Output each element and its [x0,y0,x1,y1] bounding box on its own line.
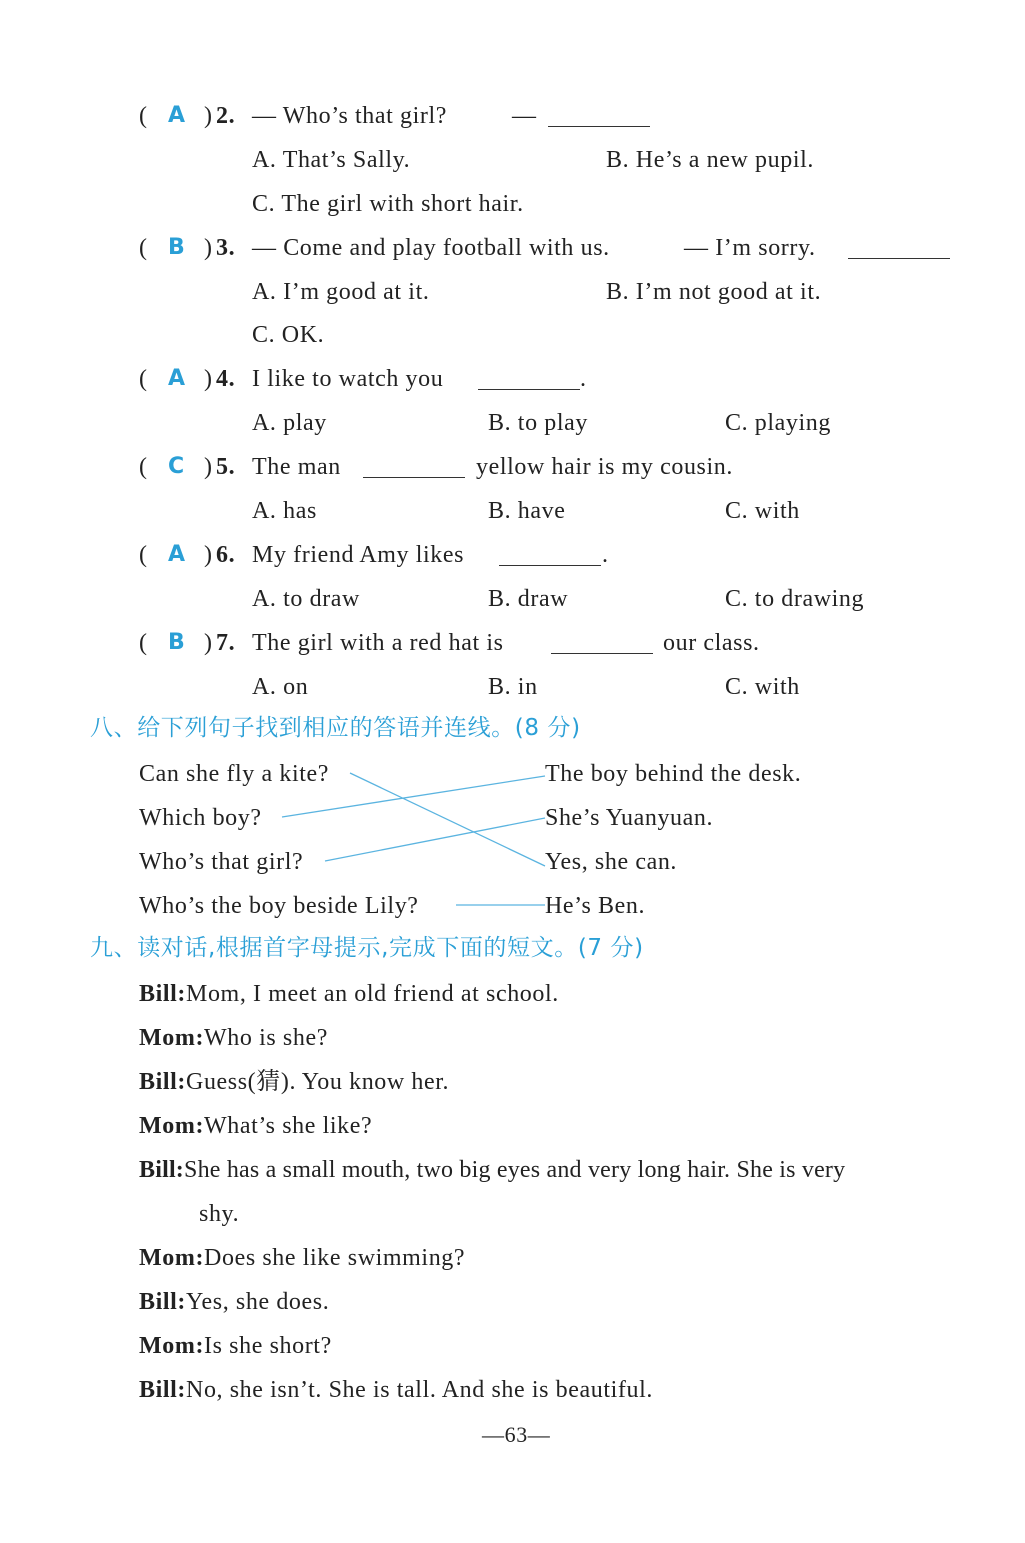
dialogue-speaker: Mom: [139,1025,205,1051]
question-reply: — I’m sorry. [684,235,816,261]
question-number: 4. [216,366,236,392]
page-number: —63— [482,1422,551,1447]
answer-letter: A [168,542,186,567]
dialogue-speaker: Bill: [139,1377,187,1403]
question-stem-end: . [602,542,609,568]
option-b: B. I’m not good at it. [606,279,822,305]
option-c: C. OK. [252,322,325,348]
option-a: A. on [252,674,309,700]
match-right-item: She’s Yuanyuan. [545,805,714,831]
question-stem-end: our class. [663,630,760,656]
answer-letter: B [168,235,186,260]
question-stem: My friend Amy likes [252,542,465,568]
option-a: A. That’s Sally. [252,147,411,173]
dialogue-text: Mom, I meet an old friend at school. [186,981,559,1007]
match-line-1 [350,773,545,866]
match-line-3 [325,818,545,861]
open-paren: ( [139,235,148,261]
dialogue-line [139,1334,332,1358]
option-c: C. to drawing [725,586,865,612]
question-stem-end: yellow hair is my cousin. [476,454,733,480]
option-b: B. draw [488,586,569,612]
close-paren: ) [204,454,213,480]
dialogue-speaker: Bill: [139,1289,187,1315]
section-8-title: 八、给下列句子找到相应的答语并连线。(8 分) [90,715,581,741]
open-paren: ( [139,366,148,392]
dialogue-text: Does she like swimming? [204,1245,466,1271]
dialogue-line [139,1158,845,1182]
dialogue-text: Is she short? [204,1333,332,1359]
open-paren: ( [139,103,148,129]
option-b: B. have [488,498,566,524]
question-number: 5. [216,454,236,480]
close-paren: ) [204,630,213,656]
close-paren: ) [204,542,213,568]
dialogue-line [139,1026,328,1050]
option-c: C. The girl with short hair. [252,191,524,217]
option-c: C. with [725,674,800,700]
dialogue-text: What’s she like? [204,1113,373,1139]
close-paren: ) [204,366,213,392]
close-paren: ) [204,235,213,261]
dialogue-speaker: Bill: [139,1157,185,1183]
question-number: 7. [216,630,236,656]
option-c: C. with [725,498,800,524]
dialogue-speaker: Mom: [139,1113,205,1139]
dialogue-text: Who is she? [204,1025,328,1051]
match-left-item: Can she fly a kite? [139,761,330,787]
match-right-item: He’s Ben. [545,893,646,919]
answer-letter: C [168,454,185,479]
match-left-item: Who’s the boy beside Lily? [139,893,419,919]
dialogue-line [139,1378,653,1402]
option-a: A. to draw [252,586,360,612]
question-stem: The man [252,454,341,480]
match-left-item: Who’s that girl? [139,849,304,875]
match-line-2 [282,776,545,817]
question-stem: I like to watch you [252,366,444,392]
answer-letter: A [168,366,186,391]
dialogue-speaker: Mom: [139,1333,205,1359]
section-9-title: 九、读对话,根据首字母提示,完成下面的短文。(7 分) [90,935,644,961]
question-number: 2. [216,103,236,129]
open-paren: ( [139,454,148,480]
question-stem: — Who’s that girl? [252,103,447,129]
close-paren: ) [204,103,213,129]
option-a: A. has [252,498,317,524]
dialogue-line [139,1290,329,1314]
dialogue-line [139,1114,372,1138]
dialogue-speaker: Bill: [139,1069,187,1095]
dialogue-continuation: shy. [199,1201,240,1227]
question-number: 3. [216,235,236,261]
open-paren: ( [139,630,148,656]
dialogue-text: No, she isn’t. She is tall. And she is beautiful. [186,1377,653,1403]
match-left-item: Which boy? [139,805,262,831]
open-paren: ( [139,542,148,568]
option-b: B. He’s a new pupil. [606,147,814,173]
dialogue-text: Guess(猜). You know her. [186,1069,450,1095]
dialogue-line [139,982,559,1006]
option-a: A. I’m good at it. [252,279,430,305]
option-c: C. playing [725,410,831,436]
dialogue-line [139,1246,465,1270]
dialogue-speaker: Bill: [139,981,187,1007]
option-a: A. play [252,410,327,436]
dialogue-text: She has a small mouth, two big eyes and very long hair. She is very [184,1157,846,1183]
dialogue-text: Yes, she does. [186,1289,330,1315]
option-b: B. to play [488,410,588,436]
question-stem: — Come and play football with us. [252,235,610,261]
option-b: B. in [488,674,538,700]
dialogue-line [139,1070,449,1094]
question-stem: The girl with a red hat is [252,630,504,656]
question-stem-end: . [580,366,587,392]
match-right-item: Yes, she can. [545,849,678,875]
question-dash: — [512,103,537,129]
question-number: 6. [216,542,236,568]
match-right-item: The boy behind the desk. [545,761,802,787]
answer-letter: B [168,630,186,655]
dialogue-speaker: Mom: [139,1245,205,1271]
answer-letter: A [168,103,186,128]
